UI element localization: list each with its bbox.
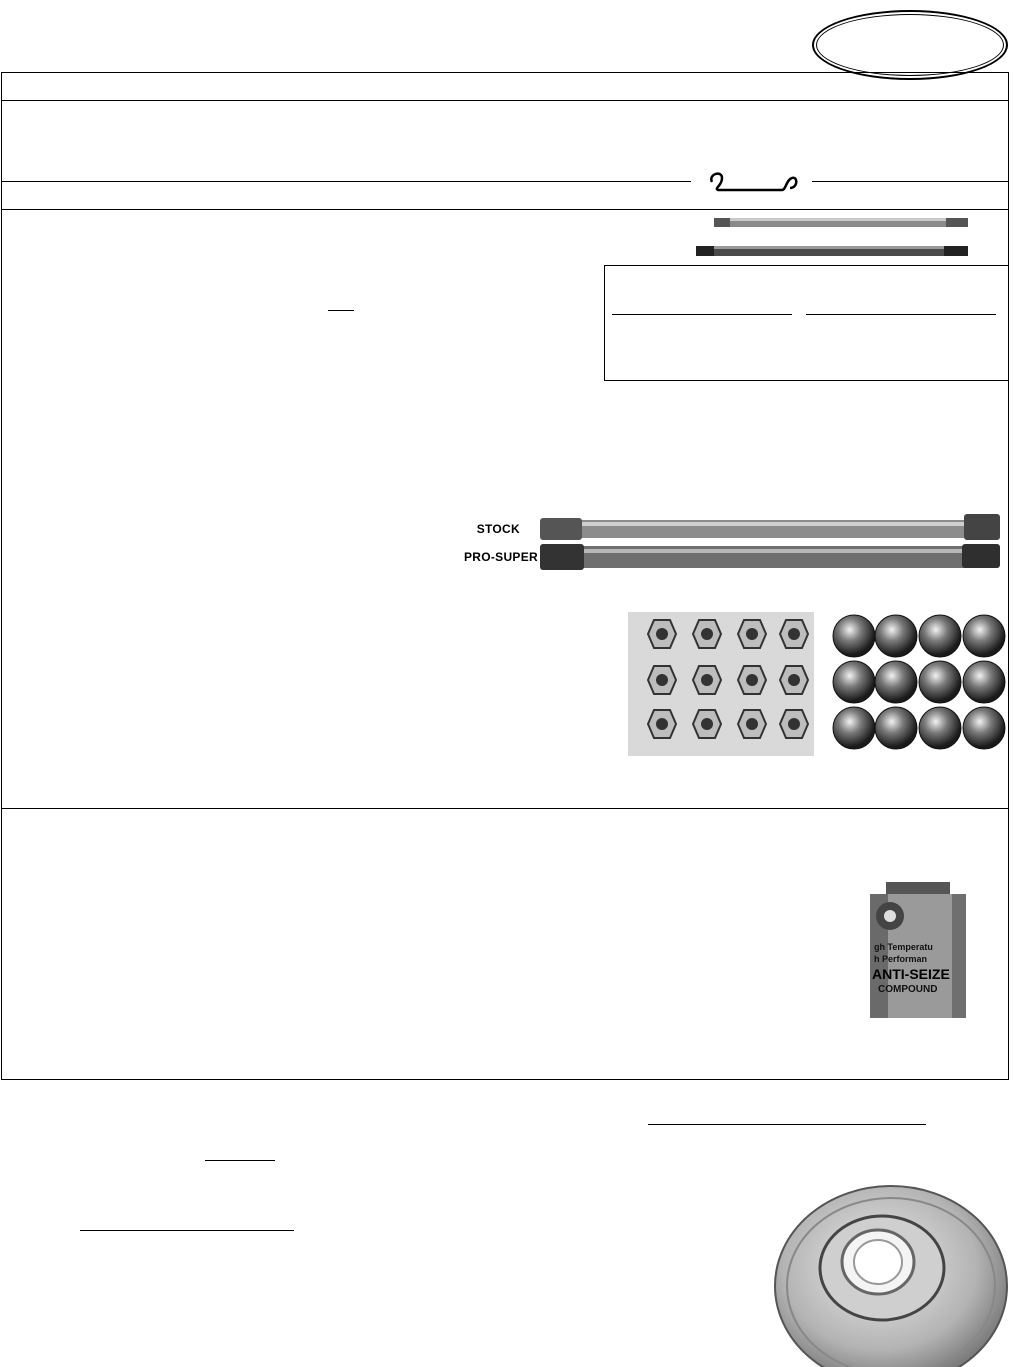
short-studs-photo: [694, 212, 974, 262]
can-label-line1: gh Temperatu: [874, 942, 933, 952]
can-label-line2: h Performan: [874, 954, 928, 964]
spec-box-column-line-right: [806, 314, 996, 315]
stock-label: STOCK: [476, 522, 520, 536]
spec-box: [604, 265, 1009, 381]
can-label-line4: COMPOUND: [878, 984, 938, 995]
flange-nuts-photo: [628, 612, 814, 756]
section-divider-3: [1, 808, 1009, 809]
long-studs-photo: [538, 510, 1002, 574]
logo-oval-badge-inner: [816, 14, 1004, 76]
spec-box-column-line-left: [612, 314, 792, 315]
header-divider: [1, 100, 1009, 101]
section-divider-2: [1, 209, 1009, 210]
lower-underline-1: [648, 1124, 926, 1125]
wire-clip-icon: [706, 168, 800, 196]
acorn-nuts-photo: [832, 612, 1008, 756]
pulley-photo: [774, 1186, 1008, 1367]
section-divider-right: [812, 181, 1009, 182]
lower-underline-3: [80, 1230, 294, 1231]
lower-underline-2: [205, 1160, 275, 1161]
section-divider-left: [1, 181, 691, 182]
blank-underline: [328, 310, 354, 311]
can-label-line3: ANTI-SEIZE: [872, 966, 950, 982]
anti-seize-can-photo: [864, 880, 972, 1022]
pro-super-label: PRO-SUPER: [463, 550, 538, 564]
